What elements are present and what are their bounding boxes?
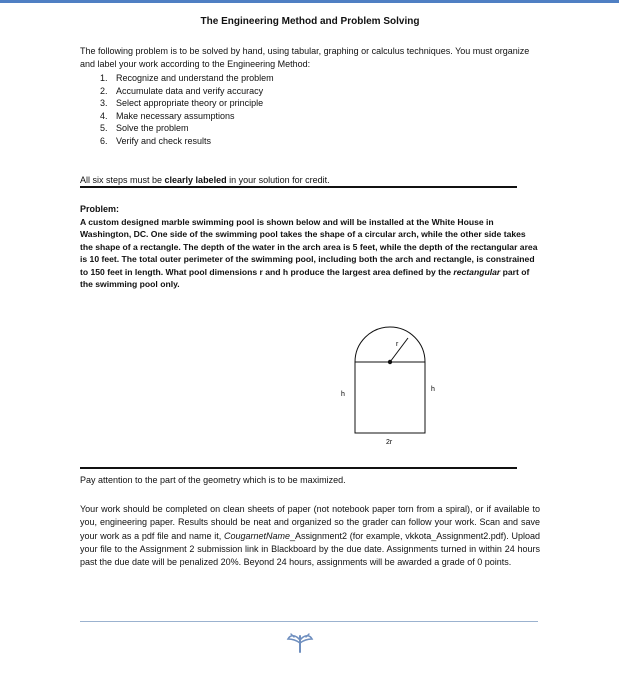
- submission-instructions: [80, 503, 540, 569]
- problem-statement: [80, 216, 540, 290]
- intro-paragraph: The following problem is to be solved by hand, using tabular, graphing or calculus techniques. You must organize and label your work according to the Engineering Method:: [80, 46, 530, 69]
- step-text: Verify and check results: [116, 135, 212, 146]
- radius-line: [390, 338, 408, 362]
- instructions-part-2: _Assignment2 (for example, vkkota_Assignment2.pdf). Upload your file to the Assignment 2 submission link in Blackboard by the due date. Assignments turned in within 24 hours past the due date will be penalized 20%. Beyond 24 hours, assignments will be awarded a grade of 0 points.: [80, 530, 540, 568]
- engineering-steps-list: [100, 72, 274, 148]
- geometry-note: Pay attention to the part of the geometry which is to be maximized.: [80, 475, 346, 485]
- step-text: Accumulate data and verify accuracy: [116, 85, 264, 96]
- pool-arch-outline: [355, 327, 425, 362]
- list-item: [100, 135, 274, 148]
- step-number: 6.: [100, 135, 108, 146]
- height-right-label: h: [431, 386, 435, 393]
- section-divider: [80, 467, 517, 469]
- problem-text-main: A custom designed marble swimming pool is shown below and will be installed at the White House in Washington, DC. One side of the swimming pool takes the shape of a circular arch, while the other side takes the shape of a rectangle. The depth of the water in the arch area is 5 feet, while the depth of the rectangular area is 10 feet. The total outer perimeter of the swimming pool, including both the arch and rectangle, is constrained to 150 feet in length. What pool dimensions r and h produce the largest area defined by the: [80, 217, 538, 277]
- instructions-part-1: Your work should be completed on clean sheets of paper (not notebook paper torn from a spiral), or if available to you, engineering paper. Results should be neat and organized so the grader can follow your work. Scan and save your work as a pdf file and name it,: [80, 504, 540, 541]
- credit-requirement: [80, 174, 330, 187]
- problem-text-end: part of the swimming pool only.: [80, 266, 530, 290]
- footer-divider: [80, 621, 538, 622]
- problem-heading: Problem:: [80, 204, 120, 214]
- pool-rectangle-outline: [355, 362, 425, 433]
- credit-text-before: All six steps must be: [80, 175, 165, 185]
- step-number: 2.: [100, 85, 108, 96]
- step-text: Solve the problem: [116, 123, 189, 134]
- footer-ornament-icon: [285, 630, 315, 654]
- credit-text-bold: clearly labeled: [164, 175, 227, 185]
- problem-text-italic: rectangular: [453, 266, 501, 277]
- list-item: [100, 72, 274, 85]
- list-item: [100, 122, 274, 135]
- step-number: 4.: [100, 110, 108, 121]
- width-label: 2r: [386, 439, 393, 446]
- step-number: 5.: [100, 123, 108, 134]
- step-text: Make necessary assumptions: [116, 110, 235, 121]
- step-number: 3.: [100, 98, 108, 109]
- list-item: [100, 97, 274, 110]
- instructions-italic-name: CougarnetName: [223, 530, 291, 541]
- height-left-label: h: [341, 391, 345, 398]
- section-divider: [80, 186, 517, 188]
- pool-diagram: [320, 318, 440, 453]
- credit-text-after: in your solution for credit.: [226, 175, 330, 185]
- list-item: [100, 110, 274, 123]
- list-item: [100, 85, 274, 98]
- center-point: [388, 360, 392, 364]
- step-text: Select appropriate theory or principle: [116, 98, 264, 109]
- step-number: 1.: [100, 73, 108, 83]
- step-text: Recognize and understand the problem: [116, 73, 274, 83]
- top-accent-bar: [0, 0, 619, 3]
- radius-label: r: [396, 341, 399, 348]
- page-title: The Engineering Method and Problem Solving: [200, 16, 420, 27]
